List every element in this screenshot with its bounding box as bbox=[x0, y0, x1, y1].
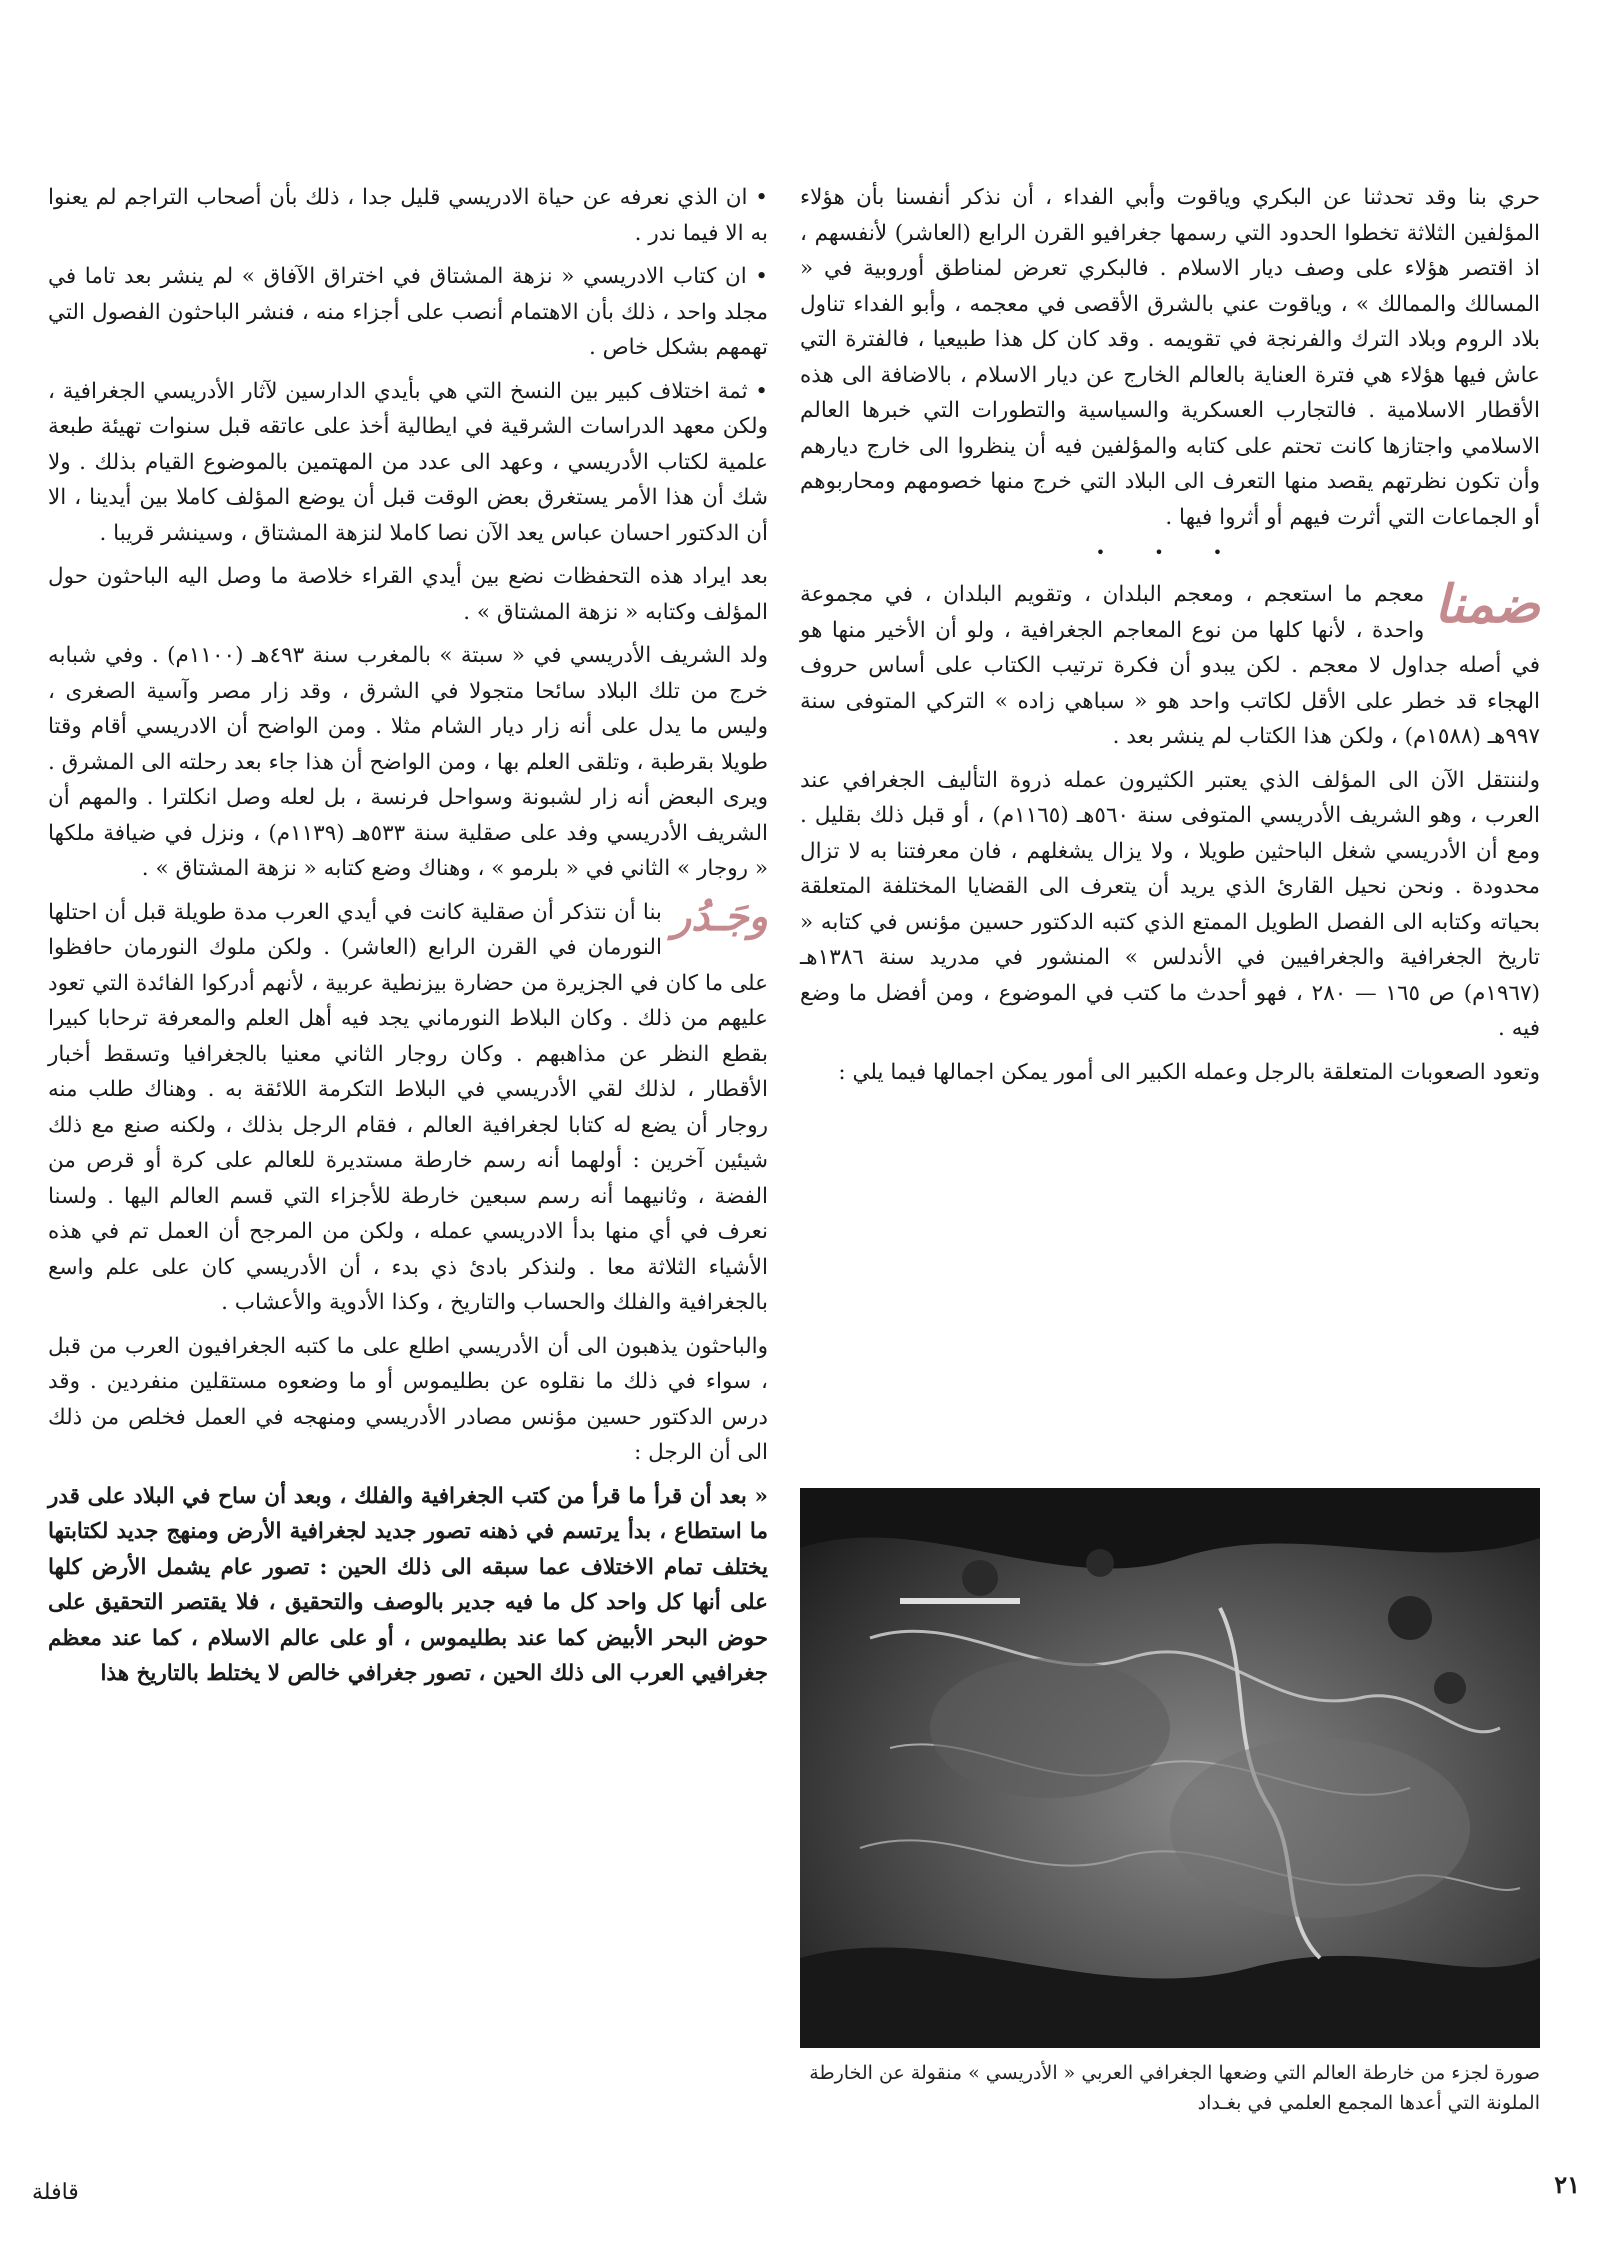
figure-caption: صورة لجزء من خارطة العالم التي وضعها الجغرافي العربي « الأدريسي » منقولة عن الخارطة الملونة التي أعدها المجمع العلمي في بغـداد bbox=[809, 2062, 1540, 2114]
paragraph: والباحثون يذهبون الى أن الأدريسي اطلع على ما كتبه الجغرافيون العرب من قبل ، سواء في ذلك ما نقلوه عن بطليموس أو ما وضعوه مستقلين منفردين . وقد درس الدكتور حسين مؤنس مصادر الأدريسي ومنهجه في العمل فخلص من ذلك الى أن الرجل : bbox=[48, 1333, 768, 1465]
decorative-initial: وجَـدُر bbox=[671, 892, 768, 940]
left-column bbox=[48, 180, 768, 1700]
paragraph bbox=[800, 574, 1540, 755]
page-number: ٢١ bbox=[1554, 2170, 1580, 2199]
idrisi-map-image bbox=[800, 1488, 1540, 2048]
bullet-item: • ان كتاب الادريسي « نزهة المشتاق في اختراق الآفاق » لم ينشر بعد تاما في مجلد واحد ، ذلك بأن الاهتمام أنصب على أجزاء منه ، فنشر الباحثون الفصول التي تهمهم بشكل خاص . bbox=[48, 259, 768, 366]
bullet-item: • ان الذي نعرفه عن حياة الادريسي قليل جدا ، ذلك بأن أصحاب التراجم لم يعنوا به الا فيما ندر . bbox=[48, 180, 768, 251]
paragraph: بعد ايراد هذه التحفظات نضع بين أيدي القراء خلاصة ما وصل اليه الباحثون حول المؤلف وكتابه « نزهة المشتاق » . bbox=[48, 564, 768, 625]
section-separator: • • • bbox=[1095, 543, 1245, 562]
magazine-name: قافلة bbox=[32, 2180, 79, 2205]
paragraph: ولد الشريف الأدريسي في « سبتة » بالمغرب سنة ٤٩٣هـ (١١٠٠م) . وفي شبابه خرج من تلك البلاد سائحا متجولا في الشرق ، وقد زار مصر وآسية الصغرى ، وليس ما يدل على أنه زار ديار الشام مثلا . ومن الواضح أن الادريسي أقام وقتا طويلا بقرطبة ، وتلقى العلم بها ، ومن الواضح أن هذا جاء بعد رحلته الى المشرق . ويرى البعض أنه زار لشبونة وسواحل فرنسة ، بل لعله وصل انكلترا . والمهم أن الشريف الأدريسي وفد على صقلية سنة ٥٣٣هـ (١١٣٩م) ، ونزل في ضيافة ملكها « روجار » الثاني في « بلرمو » ، وهناك وضع كتابه « نزهة المشتاق » . bbox=[48, 643, 769, 881]
paragraph: وتعود الصعوبات المتعلقة بالرجل وعمله الكبير الى أمور يمكن اجمالها فيما يلي : bbox=[838, 1059, 1540, 1085]
paragraph-text: معجم ما استعجم ، ومعجم البلدان ، وتقويم البلدان ، في مجموعة واحدة ، لأنها كلها من نوع المعاجم الجغرافية ، ولو أن الأخير منها هو في أصله جداول لا معجم . لكن يبدو أن فكرة ترتيب الكتاب على أساس حروف الهجاء قد خطر على الأقل لكاتب واحد هو « سباهي زاده » التركي المتوفى سنة ٩٩٧هـ (١٥٨٨م) ، ولكن هذا الكتاب لم ينشر بعد . bbox=[800, 582, 1540, 749]
map-photo bbox=[800, 1488, 1540, 2048]
paragraph: ولننتقل الآن الى المؤلف الذي يعتبر الكثيرون عمله ذروة التأليف الجغرافي عند العرب ، وهو الشريف الأدريسي المتوفى سنة ٥٦٠هـ (١١٦٥م) ، أو قبل ذلك بقليل . ومع أن الأدريسي شغل الباحثين طويلا ، ولا يزال يشغلهم ، فان معرفتنا به لا تزال محدودة . ونحن نحيل القارئ الذي يريد أن يتعرف الى القضايا المختلفة المتعلقة بحياته وكتابه الى الفصل الطويل الممتع الذي كتبه الدكتور حسين مؤنس في كتابه « تاريخ الجغرافية والجغرافيين في الأندلس » المنشور في مدريد سنة ١٣٨٦هـ (١٩٦٧م) ص ١٦٥ — ٢٨٠ ، فهو أحدث ما كتب في الموضوع ، ومن أفضل ما وضع فيه . bbox=[800, 767, 1541, 1041]
bullet-item: • ثمة اختلاف كبير بين النسخ التي هي بأيدي الدارسين لآثار الأدريسي الجغرافية ، ولكن معهد الدراسات الشرقية في ايطالية أخذ على عاتقه قبل سنوات تهيئة طبعة علمية لكتاب الأدريسي ، وعهد الى عدد من المهتمين بالموضوع القيام بذلك . ولا شك أن هذا الأمر يستغرق بعض الوقت قبل أن يوضع المؤلف كاملا بين أيدينا ، الا أن الدكتور احسان عباس يعد الآن نصا كاملا لنزهة المشتاق ، وسينشر قريبا . bbox=[48, 374, 768, 552]
block-quote: « بعد أن قرأ ما قرأ من كتب الجغرافية والفلك ، وبعد أن ساح في البلاد على قدر ما استطاع ، بدأ يرتسم في ذهنه تصور جديد لجغرافية الأرض ومنهج جديد لكتابتها يختلف تمام الاختلاف عما سبقه الى ذلك الحين : تصور عام يشمل الأرض كلها على أنها كل واحد كل ما فيه جدير بالوصف والتحقيق ، فلا يقتصر التحقيق على حوض البحر الأبيض كما عند بطليموس ، أو على عالم الاسلام ، كما عند معظم جغرافيي العرب الى ذلك الحين ، تصور جغرافي خالص لا يختلط بالتاريخ هذا bbox=[48, 1483, 768, 1686]
paragraph: حري بنا وقد تحدثنا عن البكري وياقوت وأبي الفداء ، أن نذكر أنفسنا بأن هؤلاء المؤلفين الثلاثة تخطوا الحدود التي رسمها جغرافيو القرن الرابع (العاشر) لأنفسهم ، اذ اقتصر هؤلاء على وصف ديار الاسلام . فالبكري تعرض لمناطق أوروبية في « المسالك والممالك » ، وياقوت عني بالشرق الأقصى في معجمه ، وأبو الفداء تناول بلاد الروم وبلاد الترك والفرنجة في تقويمه . وقد كان كل هذا طبيعيا ، فالفترة التي عاش فيها هؤلاء هي فترة العناية بالعالم الخارج عن ديار الاسلام ، بالاضافة الى هذه الأقطار الاسلامية . فالتجارب العسكرية والسياسية والتطورات التي خبرها العالم الاسلامي واجتازها كانت تحتم على كتابه والمؤلفين فيه أن ينظروا الى خارج ديارهم وأن تكون نظرتهم يقصد منها التعرف الى البلاد التي خرج منها خصومهم ومحاربوهم أو الجماعات التي أثرت فيهم أو أثروا فيها . bbox=[800, 185, 1540, 530]
paragraph bbox=[48, 892, 768, 1321]
decorative-initial: ضمنا bbox=[1434, 574, 1540, 635]
right-column bbox=[800, 180, 1540, 1098]
paragraph-text: بنا أن نتذكر أن صقلية كانت في أيدي العرب مدة طويلة قبل أن احتلها النورمان في القرن الرابع (العاشر) . ولكن ملوك النورمان حافظوا على ما كان في الجزيرة من حضارة بيزنطية عربية ، لأنهم أدركوا الفائدة التي تعود عليهم من ذلك . وكان البلاط النورماني يجد فيه أهل العلم والمعرفة ترحابا كبيرا بقطع النظر عن مذاهبهم . وكان روجار الثاني معنيا بالجغرافيا وتسقط أخبار الأقطار ، لذلك لقي الأدريسي في البلاط التكرمة اللائقة به . وهناك طلب منه روجار أن يضع له كتابا لجغرافية العالم ، فقام الرجل بذلك ، ولكنه صنع مع ذلك شيئين آخرين : أولهما أنه رسم خارطة مستديرة للعالم على كرة أو قرص من الفضة ، وثانيهما أنه رسم سبعين خارطة للأجزاء التي قسم العالم اليها . ولسنا نعرف في أي منها بدأ الادريسي عمله ، ولكن من المرجح أن العمل تم في هذه الأشياء الثلاثة معا . ولنذكر بادئ ذي بدء ، أن الأدريسي كان على علم واسع بالجغرافية والفلك والحساب والتاريخ ، وكذا الأدوية والأعشاب . bbox=[48, 899, 768, 1315]
